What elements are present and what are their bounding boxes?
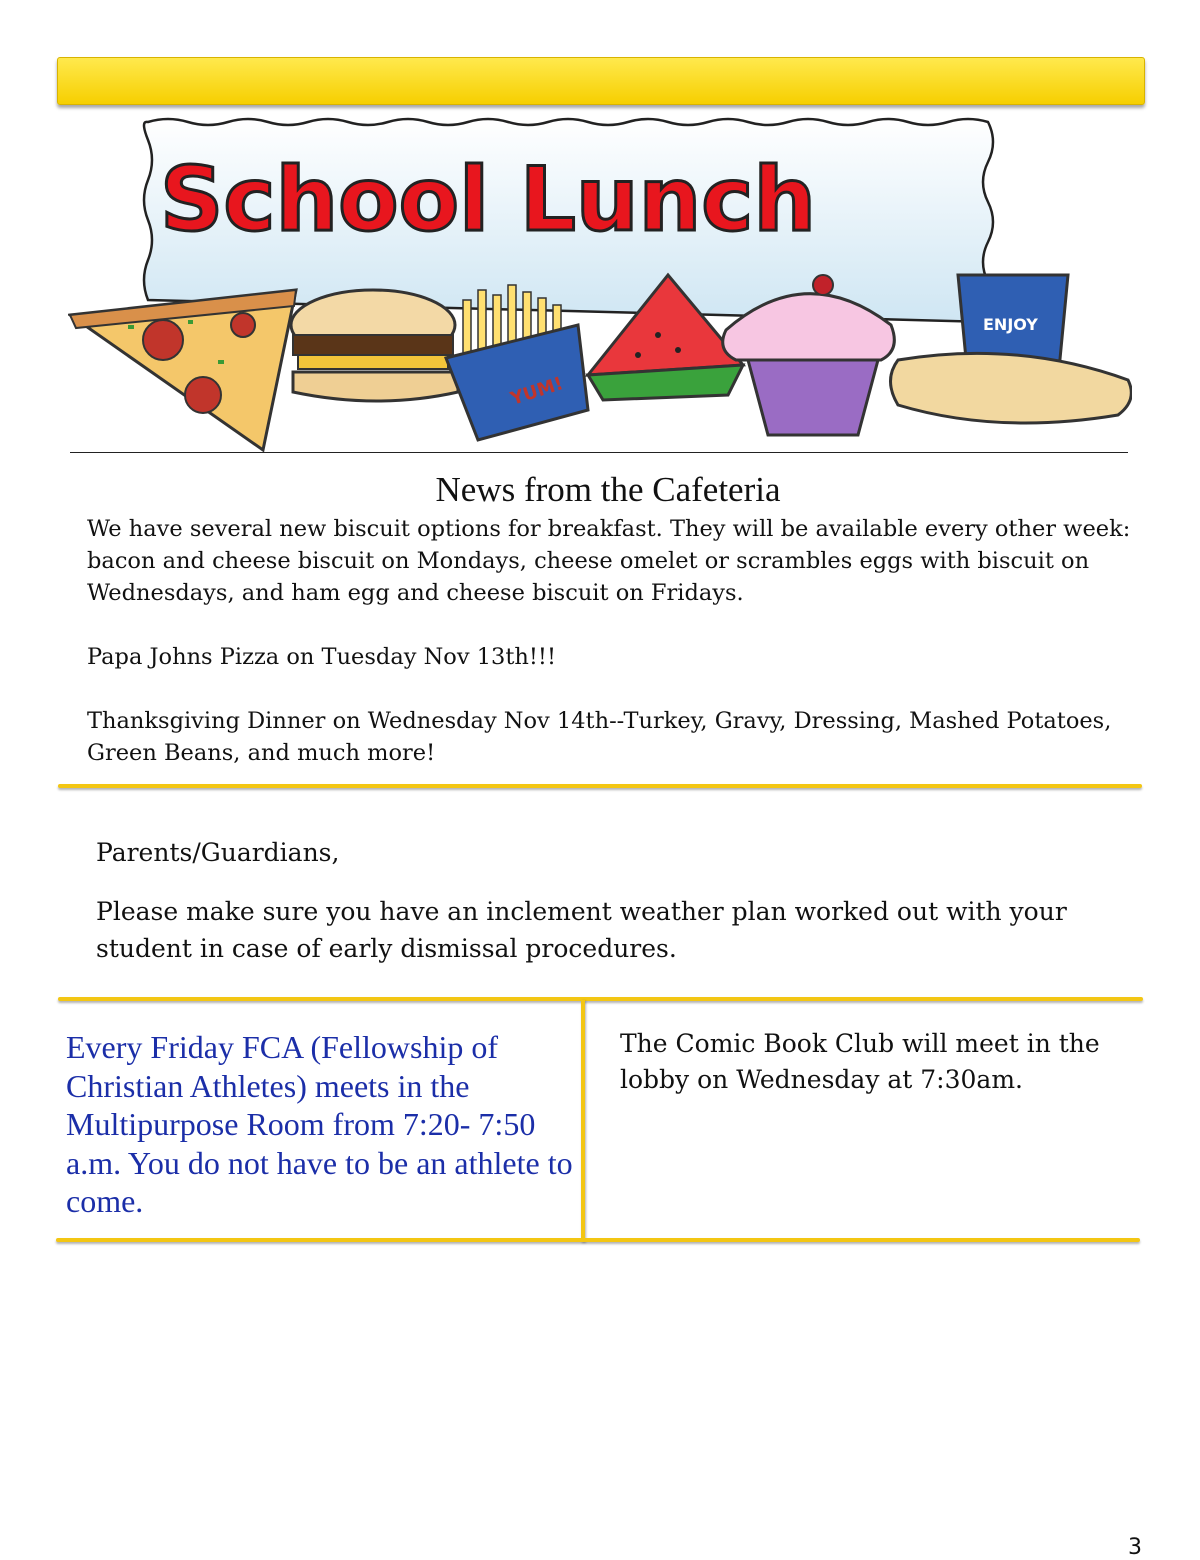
section-divider bbox=[58, 784, 1142, 788]
section-divider bbox=[56, 1238, 1140, 1242]
fries-label: YUM! bbox=[508, 373, 566, 410]
news-title: News from the Cafeteria bbox=[435, 470, 781, 509]
banner-underline bbox=[70, 452, 1128, 453]
section-divider bbox=[58, 997, 1143, 1001]
header-yellow-bar bbox=[57, 57, 1145, 105]
news-paragraph: Papa Johns Pizza on Tuesday Nov 13th!!! bbox=[87, 644, 556, 670]
banner-title: School Lunch bbox=[159, 148, 817, 251]
hot-dog-icon bbox=[891, 353, 1132, 423]
fca-announcement: Every Friday FCA (Fellowship of Christian Athletes) meets in the Multipurpose Room from 7:20- 7:50 a.m. You do not have to be an athlete to come. bbox=[66, 1029, 573, 1219]
school-lunch-banner bbox=[68, 110, 1132, 455]
page-number: 3 bbox=[1128, 1535, 1142, 1560]
news-paragraph: We have several new biscuit options for breakfast. They will be available every other week: bacon and cheese biscuit on Mondays, cheese omelet or scrambles eggs with biscuit on Wednesdays, and ham egg and cheese biscuit on Fridays. bbox=[87, 516, 1131, 606]
pizza-slice-icon bbox=[70, 290, 296, 450]
news-body bbox=[87, 513, 1137, 769]
parents-message: Please make sure you have an inclement weather plan worked out with your student in case of early dismissal procedures. bbox=[96, 897, 1067, 963]
news-paragraph: Thanksgiving Dinner on Wednesday Nov 14th--Turkey, Gravy, Dressing, Mashed Potatoes, Green Beans, and much more! bbox=[87, 708, 1112, 766]
column-divider bbox=[581, 1000, 585, 1242]
comic-club-announcement: The Comic Book Club will meet in the lobby on Wednesday at 7:30am. bbox=[620, 1029, 1100, 1094]
cup-label: ENJOY bbox=[983, 315, 1038, 334]
hamburger-icon bbox=[291, 290, 458, 401]
parents-greeting: Parents/Guardians, bbox=[96, 838, 340, 867]
